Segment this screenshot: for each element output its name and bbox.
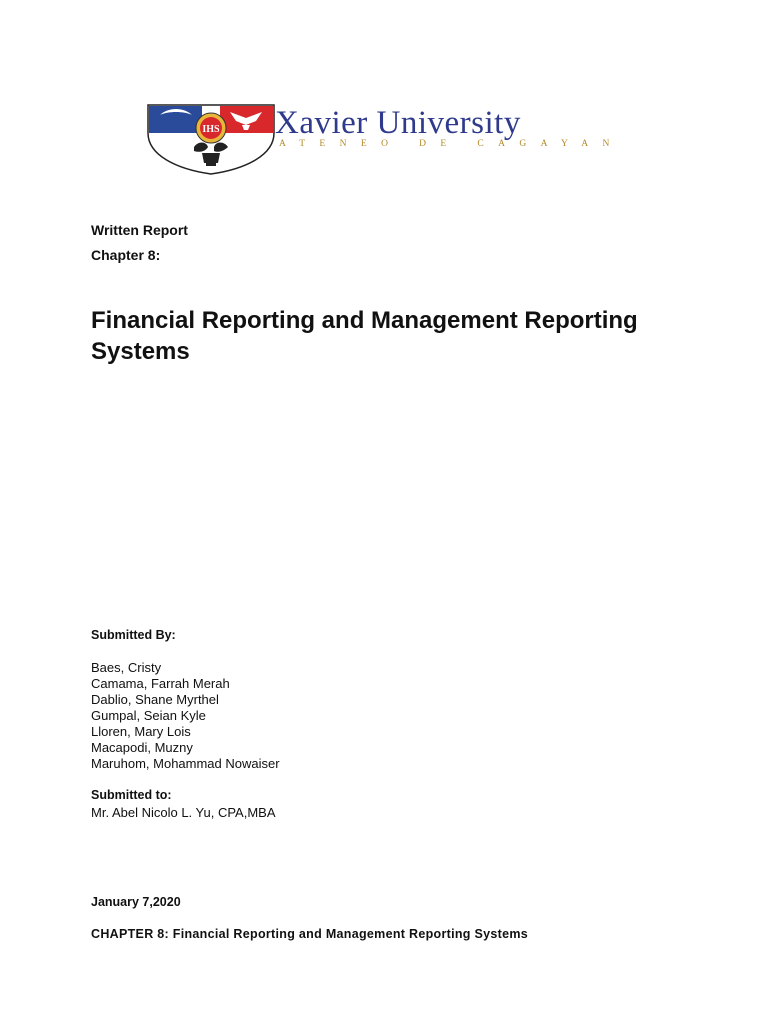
chapter-label: Chapter 8: xyxy=(91,247,161,263)
instructor-name: Mr. Abel Nicolo L. Yu, CPA,MBA xyxy=(91,805,276,820)
list-item: Macapodi, Muzny xyxy=(91,740,193,755)
report-type: Written Report xyxy=(91,222,188,238)
submitted-by-heading: Submitted By: xyxy=(91,628,176,642)
report-title: Financial Reporting and Management Reporting Systems xyxy=(91,307,638,365)
member-list xyxy=(91,660,280,772)
list-item: Maruhom, Mohammad Nowaiser xyxy=(91,756,280,771)
list-item: Dablio, Shane Myrthel xyxy=(91,692,219,707)
university-logo xyxy=(146,103,656,175)
university-tagline: ATENEO DE CAGAYAN xyxy=(279,139,624,149)
list-item: Gumpal, Seian Kyle xyxy=(91,708,206,723)
report-date: January 7,2020 xyxy=(91,895,181,909)
submitted-to-heading: Submitted to: xyxy=(91,788,172,802)
university-name: Xavier University xyxy=(275,105,521,141)
university-shield-icon xyxy=(146,103,276,175)
list-item: Baes, Cristy xyxy=(91,660,162,675)
shield-monogram: IHS xyxy=(202,124,220,135)
list-item: Camama, Farrah Merah xyxy=(91,676,230,691)
chapter-heading: CHAPTER 8: Financial Reporting and Management Reporting Systems xyxy=(91,927,529,941)
list-item: Lloren, Mary Lois xyxy=(91,724,191,739)
